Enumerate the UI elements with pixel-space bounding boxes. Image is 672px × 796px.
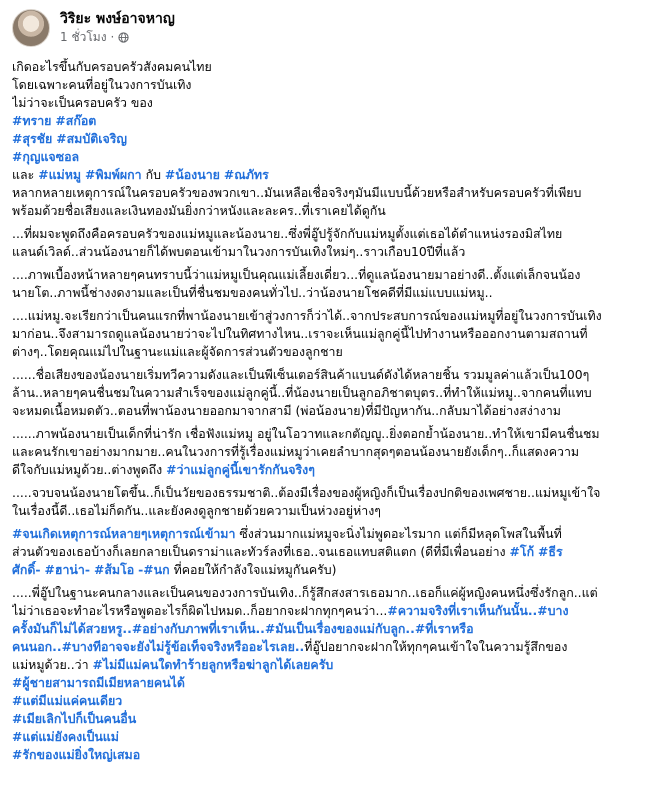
- hashtag-link[interactable]: #ความจริงที่เราเห็นกันนั้น..#บาง: [387, 603, 569, 618]
- post-line: [12, 366, 660, 384]
- post-line: [12, 746, 660, 764]
- author-name[interactable]: วิริยะ พงษ์อาจหาญ: [60, 11, 175, 27]
- hashtag-link[interactable]: #เมียเลิกไปก็เป็นคนอื่น: [12, 711, 137, 726]
- hashtag-link[interactable]: ศักดิ์-: [12, 562, 41, 577]
- post-line: [12, 325, 660, 343]
- post-text: ....แม่หมู.จะเรียกว่าเป็นคนแรกที่พาน้องนายเข้าสู่วงการก็ว่าได้..จากประสบการณ์ของแม่หมูที่อยู่ในวงการบันเทิง: [12, 308, 602, 323]
- hashtag-link[interactable]: #น้องนาย: [164, 167, 220, 182]
- post-line: [12, 202, 660, 220]
- post-line: [12, 94, 660, 112]
- hashtag-link[interactable]: #ว่าแม่ลูกคู่นี้เขารักกันจริงๆ: [166, 462, 315, 477]
- post-line: [12, 402, 660, 420]
- meta-separator: ·: [110, 30, 115, 44]
- post-line: [12, 620, 660, 638]
- post-header: [12, 6, 175, 50]
- post-line: [12, 525, 660, 543]
- hashtag-link[interactable]: #กุญแจซอล: [12, 149, 80, 164]
- post-text: หลากหลายเหตุการณ์ในครอบครัวของพวกเขา..มันเหลือเชื่อจริงๆมันมีแบบนี้ด้วยหรือสำหรับครอบครัวที่เพียบ: [12, 185, 582, 200]
- post-body: [12, 58, 660, 764]
- post-text: ส่วนตัวของเธอบ้างก็เลยกลายเป็นดราม่าและทัวร์ลงที่เธอ..จนเธอแทบสติแตก (ดีที่มีเพื่อนอย่าง: [12, 544, 510, 559]
- post-line: [12, 710, 660, 728]
- post-text: .....จวบจนน้องนายโตขึ้น..ก็เป็นวัยของธรรมชาติ..ต้องมีเรื่องของผู้หญิงก็เป็นเรื่องปกติของเพศชาย..แม่หมูเข้าใจ: [12, 485, 601, 500]
- post-line: [12, 674, 660, 692]
- post-line: [12, 225, 660, 243]
- post-line: [12, 425, 660, 443]
- hashtag-link[interactable]: #ทราย: [12, 113, 52, 128]
- hashtag-link[interactable]: #รักของแม่ยิ่งใหญ่เสมอ: [12, 747, 141, 762]
- post-text: ......ภาพน้องนายเป็นเด็กที่น่ารัก เชื่อฟังแม่หมู อยู่ในโอวาทและกตัญญู..ยิ่งตอกย้ำน้องนาย..ทำให้เขามีคนชื่นชม: [12, 426, 600, 441]
- post-text: ไม่ว่าจะเป็นครอบครัว ของ: [12, 95, 153, 110]
- post-text: ......ชื่อเสียงของน้องนายเริ่มทวีความดังและเป็นพีเซ็นเตอร์สินค้าแบนด์ดังได้หลายชิ้น รวมมูลค่าแล้วเป็น100ๆ: [12, 367, 590, 382]
- post-line: [12, 638, 660, 656]
- hashtag-link[interactable]: คนนอก..#บางทีอาจจะยังไม่รู้ข้อเท็จจริงหรืออะไรเลย..: [12, 639, 305, 654]
- post-line: [12, 266, 660, 284]
- post-line: [12, 602, 660, 620]
- post-text: นายโต..ภาพนี้ช่างงดงามและเป็นที่ชื่นชมของคนทั่วไป..ว่าน้องนายโชคดีที่มีแม่แบบแม่หมู..: [12, 285, 493, 300]
- hashtag-link[interactable]: #ผู้ชายสามารถมีเมียหลายคนได้: [12, 675, 185, 690]
- post-text: แม่หมูด้วย..ว่า: [12, 657, 93, 672]
- post-text: ดีใจกับแม่หมูด้วย..ต่างพูดถึง: [12, 462, 167, 477]
- hashtag-link[interactable]: #ธีร: [538, 544, 563, 559]
- post-line: [12, 130, 660, 148]
- post-text: .....พี่อู๊ปในฐานะคนกลางและเป็นคนของวงการบันเทิง..ก็รู้สึกสงสารเธอมาก..เธอก็แค่ผู้หญิงคนหนึ่งซึ่งรักลูก..แต่: [12, 585, 598, 600]
- post-text: และ: [12, 167, 39, 182]
- hashtag-link[interactable]: #ฮาน่า-: [44, 562, 90, 577]
- post-line: [12, 502, 660, 520]
- post-text: และคนรักเขาอย่างมากมาย..คนในวงการที่รู้เรื่องแม่หมูว่าเคยลำบากสุดๆตอนน้องนายยังเด็กๆ..ก็แสดงความ: [12, 444, 580, 459]
- post-text: ที่คอยให้กำลังใจแม่หมูกันครับ): [169, 562, 337, 577]
- post-time[interactable]: 1 ชั่วโมง: [60, 30, 107, 44]
- post-text: ที่อู๊ปอยากจะฝากให้ทุกๆคนเข้าใจในความรู้สึกของ: [304, 639, 568, 654]
- post-line: [12, 561, 660, 579]
- post-text: มาก่อน..จึงสามารถดูแลน้องนายว่าจะไปในทิศทางไหน..เราจะเห็นแม่ลูกคู่นี้ไปทำงานหรือออกงานตามสถานที่: [12, 326, 588, 341]
- post-line: [12, 284, 660, 302]
- hashtag-link[interactable]: #แต่แม่ยังคงเป็นแม่: [12, 729, 119, 744]
- post-text: กับ: [141, 167, 165, 182]
- globe-icon[interactable]: [118, 32, 129, 43]
- post-line: [12, 461, 660, 479]
- post-text: ต่างๆ..โดยคุณแม่ไปในฐานะแม่และผู้จัดการส่วนตัวของลูกชาย: [12, 344, 343, 359]
- post-text: โดยเฉพาะคนที่อยู่ในวงการบันเทิง: [12, 77, 192, 92]
- post-line: [12, 443, 660, 461]
- post-text: ในเรื่องนี้ดี..เธอไม่ก็ดกัน..และยังคงดูลูกชายด้วยความเป็นห่วงอยู่ห่างๆ: [12, 503, 381, 518]
- post-text: ....ภาพเบื้องหน้าหลายๆคนทราบนี้ว่าแม่หมูเป็นคุณแม่เลี้ยงเดี่ยว...ที่ดูแลน้องนายมาอย่างดี..ตั้งแต่เล็กจนน้อง: [12, 267, 581, 282]
- post-text: แลนด์เวิลด์..ส่วนน้องนายก็ได้พบตอนเข้ามาในวงการบันเทิงใหม่ๆ..ราวเกือบ10ปีที่แล้ว: [12, 244, 466, 259]
- post-subline: [60, 28, 175, 46]
- post-text: ล้าน..หลายๆคนชื่นชมในความสำเร็จของแม่ลูกคู่นี้..ที่น้องนายเป็นลูกอภิชาตบุตร..ที่ทำให้แม่หมู..จากคนที่แทบ: [12, 385, 592, 400]
- hashtag-link[interactable]: #ไม่มีแม่คนใดทำร้ายลูกหรือฆ่าลูกได้เลยครับ: [92, 657, 334, 672]
- hashtag-link[interactable]: #พิมพ์ผกา: [85, 167, 142, 182]
- post-line: [12, 243, 660, 261]
- post-line: [12, 484, 660, 502]
- post-text: เกิดอะไรขึ้นกับครอบครัวสังคมคนไทย: [12, 59, 212, 74]
- post-line: [12, 184, 660, 202]
- post-line: [12, 112, 660, 130]
- post-line: [12, 307, 660, 325]
- post-line: [12, 584, 660, 602]
- hashtag-link[interactable]: ครั้งมันก็ไม่ได้สวยหรู..#อย่างกับภาพที่เราเห็น..#มันเป็นเรื่องของแม่กับลูก..#ที่เราหรือ: [12, 621, 474, 636]
- post-line: [12, 58, 660, 76]
- hashtag-link[interactable]: #ส้มโอ: [93, 562, 135, 577]
- post-line: [12, 76, 660, 94]
- hashtag-link[interactable]: #ณภัทร: [223, 167, 269, 182]
- hashtag-link[interactable]: #แต่มีแม่แค่คนเดียว: [12, 693, 123, 708]
- post-line: [12, 343, 660, 361]
- hashtag-link[interactable]: #โก้: [509, 544, 535, 559]
- post-text: พร้อมด้วยชื่อเสียงและเงินทองมันยิ่งกว่าหนังและละคร..ที่เราเคยได้ดูกัน: [12, 203, 386, 218]
- post-line: [12, 728, 660, 746]
- post-line: [12, 656, 660, 674]
- post-text: ...ที่ผมจะพูดถึงคือครอบครัวของแม่หมูและน้องนาย..ซึ่งพี่อู๊ปรู้จักกับแม่หมูตั้งแต่เธอได้ตำแหน่งรองมิสไทย: [12, 226, 563, 241]
- post-text: จะหมดเนื้อหมดตัว..ตอนที่พาน้องนายออกมาจากสามี (พ่อน้องนาย)ที่มีปัญหากัน..กลับมาได้อย่างสง่างาม: [12, 403, 561, 418]
- post-text: ไม่ว่าเธอจะทำอะไรหรือพูดอะไรก็ผิดไปหมด..ก็อยากจะฝากทุกๆคนว่า...: [12, 603, 388, 618]
- post-text: ซึ่งส่วนมากแม่หมูจะนิ่งไม่พูดอะไรมาก แต่ก็มีหลุดโพสในพื้นที่: [235, 526, 562, 541]
- post-line: [12, 384, 660, 402]
- post-line: [12, 692, 660, 710]
- post-line: [12, 148, 660, 166]
- hashtag-link[interactable]: #แม่หมู: [38, 167, 82, 182]
- hashtag-link[interactable]: -#นก: [138, 562, 170, 577]
- author-avatar[interactable]: [12, 9, 50, 47]
- post-line: [12, 543, 660, 561]
- post-line: [12, 166, 660, 184]
- hashtag-link[interactable]: #จนเกิดเหตุการณ์หลายๆเหตุการณ์เข้ามา: [12, 526, 236, 541]
- hashtag-link[interactable]: #สมบัติเจริญ: [56, 131, 127, 146]
- hashtag-link[interactable]: #สก๊อต: [55, 113, 97, 128]
- hashtag-link[interactable]: #สุรชัย: [12, 131, 53, 146]
- post-meta: [60, 10, 175, 46]
